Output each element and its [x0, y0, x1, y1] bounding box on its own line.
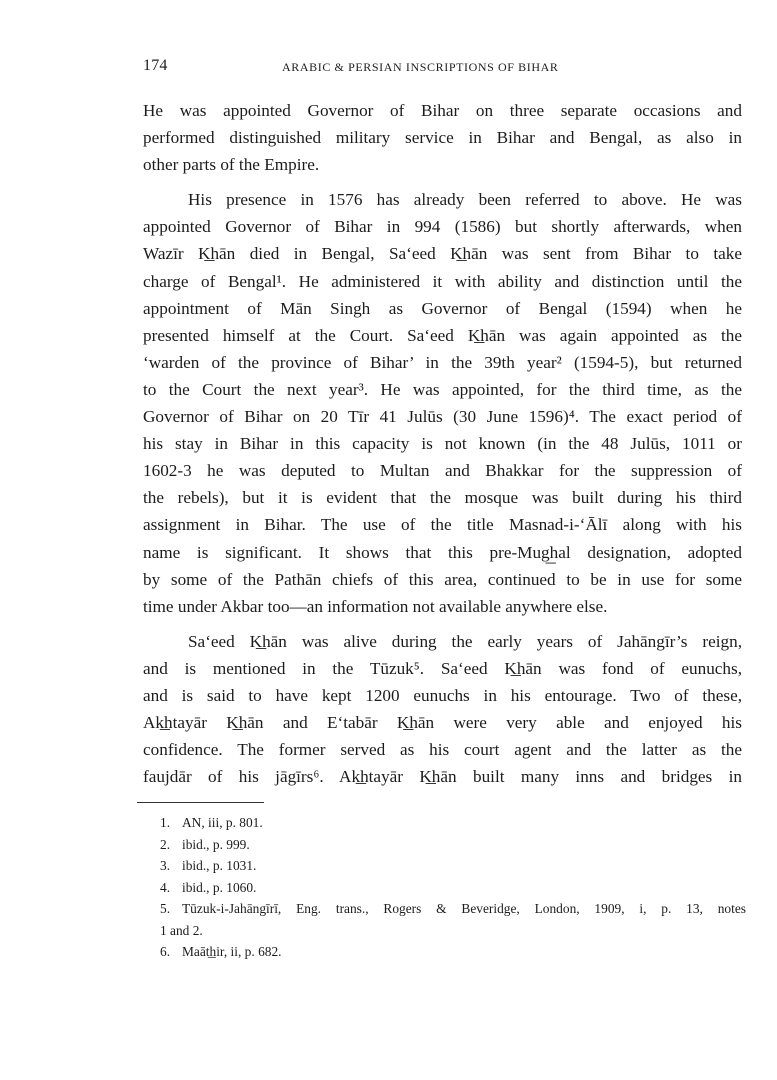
text-line: name is significant. It shows that this pre-Mug͟hal designation, adopted — [143, 542, 742, 562]
text-line: He was appointed Governor of Bihar on three separate occasions and — [143, 101, 742, 120]
footnotes — [160, 812, 746, 963]
footnote — [160, 812, 746, 834]
paragraph-1 — [143, 97, 742, 178]
footnote — [160, 855, 746, 877]
text-line: and is mentioned in the Tūzuk⁵. Sa‘eed K͟hān was fond of eunuchs, — [143, 658, 742, 678]
footnote — [160, 877, 746, 899]
footnote-text: ibid., p. 1031. — [182, 858, 257, 873]
body-text — [143, 97, 742, 790]
running-head: ARABIC & PERSIAN INSCRIPTIONS OF BIHAR — [282, 60, 559, 74]
footnote-number: 3. — [160, 858, 171, 873]
paragraph-3 — [143, 628, 742, 791]
text-line: charge of Bengal¹. He administered it with ability and distinction until the — [143, 271, 742, 291]
page-number: 174 — [143, 57, 168, 74]
footnote-number: 1. — [160, 815, 171, 830]
text-line: Ak͟htayār K͟hān and E‘tabār K͟hān were very able and enjoyed his — [143, 713, 742, 733]
footnote-text: Tūzuk-i-Jahāngīrī, Eng. trans., Rogers & Beveridge, London, 1909, i, p. 13, notes — [182, 901, 746, 916]
text-line: by some of the Pathān chiefs of this area, continued to be in use for some — [143, 569, 742, 589]
text-line: ‘warden of the province of Bihar’ in the 39th year² (1594-5), but returned — [143, 352, 742, 372]
footnote — [160, 941, 746, 963]
text-line: performed distinguished military service in Bihar and Bengal, as also in — [143, 128, 742, 148]
text-line: presented himself at the Court. Sa‘eed K͟hān was again appointed as the — [143, 325, 742, 345]
text-line: His presence in 1576 has already been referred to above. He was — [188, 190, 742, 210]
text-line: appointment of Mān Singh as Governor of Bengal (1594) when he — [143, 298, 742, 318]
text-line: Sa‘eed K͟hān was alive during the early years of Jahāngīr’s reign, — [188, 631, 742, 651]
text-line: confidence. The former served as his court agent and the latter as the — [143, 740, 742, 760]
text-line: appointed Governor of Bihar in 994 (1586) but shortly afterwards, when — [143, 217, 742, 237]
footnote-text: Maāt͟hir, ii, p. 682. — [182, 944, 282, 959]
footnote-divider — [137, 802, 264, 803]
footnote — [160, 898, 746, 920]
footnote-text: ibid., p. 999. — [182, 836, 250, 852]
footnote — [160, 834, 746, 856]
footnote-number: 6. — [160, 944, 171, 959]
footnote-text: AN, iii, p. 801. — [182, 815, 263, 830]
footnote-number: 2. — [160, 836, 171, 852]
text-line: time under Akbar too—an information not available anywhere else. — [143, 596, 608, 616]
text-line: 1602-3 he was deputed to Multan and Bhakkar for the suppression of — [143, 461, 742, 481]
footnote-number: 5. — [160, 901, 171, 916]
footnote-number: 4. — [160, 879, 171, 895]
text-line: his stay in Bihar in this capacity is not known (in the 48 Julūs, 1011 or — [143, 434, 742, 454]
text-line: Governor of Bihar on 20 Tīr 41 Julūs (30 June 1596)⁴. The exact period of — [143, 407, 742, 427]
text-line: assignment in Bihar. The use of the title Masnad-i-‘Ālī along with his — [143, 515, 742, 535]
text-line: the rebels), but it is evident that the mosque was built during his third — [143, 488, 742, 508]
paragraph-2 — [143, 186, 742, 620]
text-line: faujdār of his jāgīrs⁶. Ak͟htayār K͟hān built many inns and bridges in — [143, 767, 742, 787]
footnote-continuation: 1 and 2. — [160, 922, 203, 938]
text-line: to the Court the next year³. He was appointed, for the third time, as the — [143, 379, 742, 399]
text-line: Wazīr K͟hān died in Bengal, Sa‘eed K͟hān was sent from Bihar to take — [143, 244, 742, 264]
footnote-text: ibid., p. 1060. — [182, 879, 257, 895]
text-line: and is said to have kept 1200 eunuchs in his entourage. Two of these, — [143, 685, 742, 705]
text-line: other parts of the Empire. — [143, 155, 320, 175]
